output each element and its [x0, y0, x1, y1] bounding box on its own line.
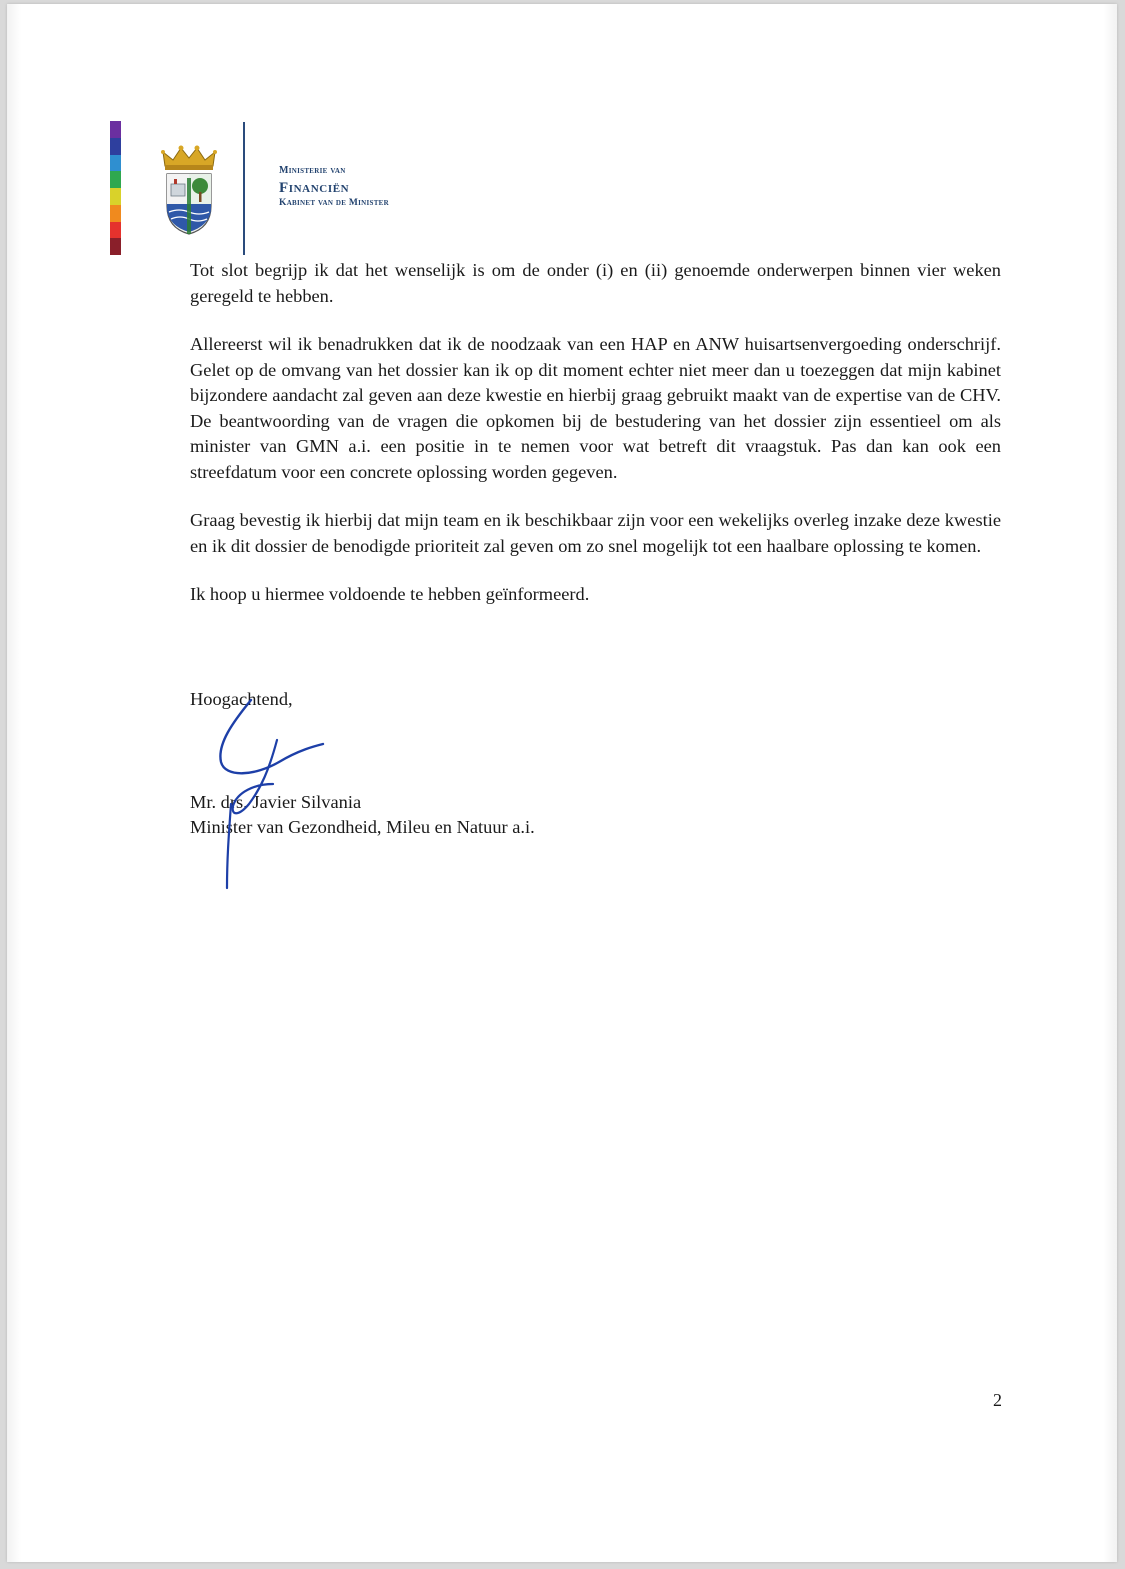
- signer-name: Mr. drs. Javier Silvania: [190, 792, 362, 812]
- coat-of-arms-icon: [157, 144, 221, 236]
- letter-body: [190, 258, 1001, 631]
- handwritten-signature: [203, 692, 343, 892]
- page-number: 2: [993, 1390, 1002, 1410]
- paragraph: Tot slot begrijp ik dat het wenselijk is om de onder (i) en (ii) genoemde onderwerpen binnen vier weken geregeld te hebben.: [190, 260, 1001, 306]
- rainbow-color-bar: [110, 121, 121, 255]
- paragraph: Allereerst wil ik benadrukken dat ik de noodzaak van een HAP en ANW huisartsenvergoeding onderschrijf. Gelet op de omvang van het dossier kan ik op dit moment echter niet meer dan u toezeggen dat mijn kabinet bijzondere aandacht zal geven aan deze kwestie en hierbij graag gebruikt maakt van de expertise van de CHV. De beantwoording van de vragen die opkomen bij de bestudering van het dossier zijn essentieel om als minister van GMN a.i. een positie in te nemen voor wat betreft dit vraagstuk. Pas dan kan ook een streefdatum voor een concrete oplossing worden gegeven.: [190, 334, 1001, 482]
- header-divider: [243, 122, 245, 255]
- ministry-name: Financiën: [279, 180, 350, 196]
- paragraph: Ik hoop u hiermee voldoende te hebben geïnformeerd.: [190, 584, 590, 604]
- signer-title: Minister van Gezondheid, Mileu en Natuur a.i.: [190, 817, 535, 837]
- ministry-sub: Kabinet van de Minister: [279, 198, 389, 208]
- letter-page: [7, 4, 1117, 1562]
- ministry-line1: Ministerie van: [279, 165, 346, 176]
- scan-shadow-right: [1103, 4, 1117, 1562]
- ministry-letterhead: [279, 166, 389, 209]
- scan-shadow-left: [7, 4, 21, 1562]
- closing-salutation: Hoogachtend,: [190, 689, 293, 709]
- paragraph: Graag bevestig ik hierbij dat mijn team en ik beschikbaar zijn voor een wekelijks overleg inzake deze kwestie en ik dit dossier de benodigde prioriteit zal geven om zo snel mogelijk tot een haalbare oplossing te komen.: [190, 510, 1001, 556]
